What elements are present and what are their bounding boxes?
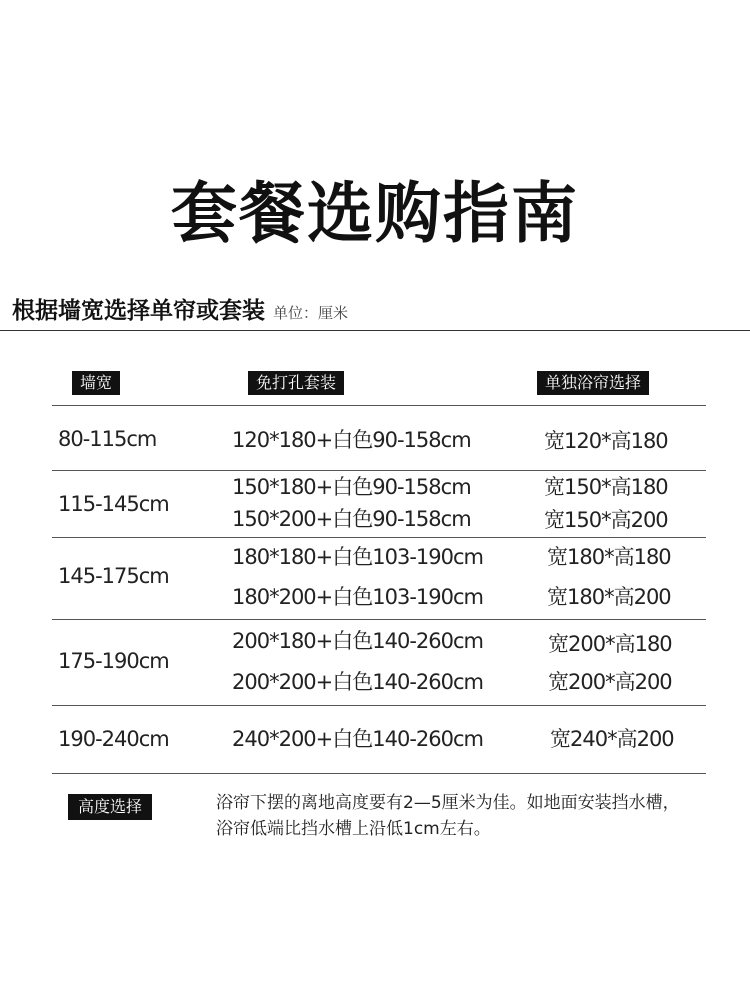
single-option: 宽150*高180 [544,475,668,499]
set-option: 180*180+白色103-190cm [232,545,484,569]
table-divider [52,470,706,471]
single-option: 宽180*高200 [547,585,671,609]
single-option: 宽200*高200 [548,670,672,694]
table-divider [52,619,706,620]
table-divider [52,773,706,774]
table-divider [52,705,706,706]
wall-width-cell: 115-145cm [58,492,169,516]
unit-label: 单位：厘米 [273,304,349,322]
set-option: 150*180+白色90-158cm [232,475,471,499]
wall-width-cell: 190-240cm [58,727,169,751]
subtitle: 根据墙宽选择单帘或套装 [12,298,265,324]
height-note-text: 浴帘下摆的离地高度要有2—5厘米为佳。如地面安装挡水槽，浴帘低端比挡水槽上沿低1cm左右。 [216,793,680,839]
single-option: 宽180*高180 [547,545,671,569]
set-option: 180*200+白色103-190cm [232,585,484,609]
single-option: 宽150*高200 [544,508,668,532]
subtitle-row [12,292,348,325]
single-option: 宽240*高200 [550,727,674,751]
wall-width-cell: 145-175cm [58,564,169,588]
wall-width-cell: 80-115cm [58,427,157,451]
page-title: 套餐选购指南 [171,175,579,252]
header-single: 单独浴帘选择 [537,371,649,395]
set-option: 150*200+白色90-158cm [232,507,471,531]
set-option: 200*200+白色140-260cm [232,670,484,694]
height-note-label: 高度选择 [68,794,152,820]
table-divider [52,405,706,406]
set-option: 120*180+白色90-158cm [232,428,471,452]
wall-width-cell: 175-190cm [58,649,169,673]
single-option: 宽120*高180 [544,429,668,453]
subtitle-divider [0,330,750,331]
single-option: 宽200*高180 [548,632,672,656]
table-divider [52,537,706,538]
set-option: 200*180+白色140-260cm [232,629,484,653]
set-option: 240*200+白色140-260cm [232,727,484,751]
header-set: 免打孔套装 [248,371,344,395]
header-wall-width: 墙宽 [72,371,120,395]
